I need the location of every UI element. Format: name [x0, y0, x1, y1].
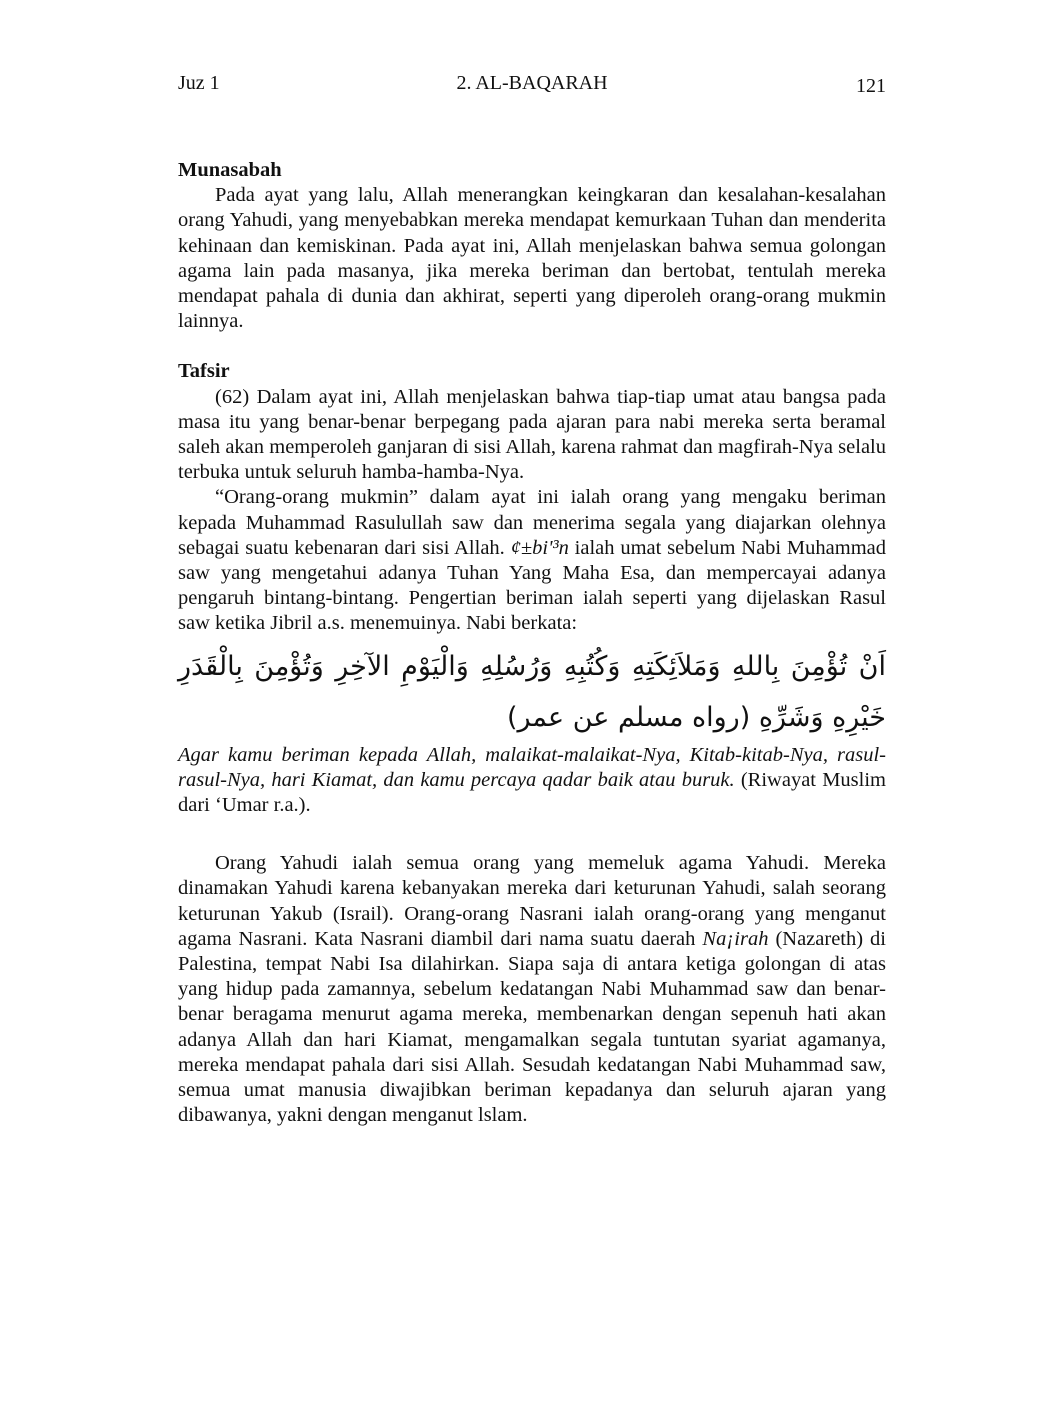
munasabah-section: [178, 158, 886, 334]
paragraph-3-text-b: (Nazareth) di Palestina, tempat Nabi Isa dilahirkan. Siapa saja di antara ketiga golongan di atas yang hidup pada zamannya, sebelum kedatangan Nabi Muhammad saw dan benar-benar beragama menurut agama mereka, membenarkan dengan sepenuh hati akan adanya Allah dan hari Kiamat, mengamalkan segala tuntutan syariat agamanya, mereka mendapat pahala dari sisi Allah. Sesudah kedatangan Nabi Muhammad saw, semua umat manusia diwajibkan beriman kepadanya dan seluruh ajaran yang dibawanya, yakni dengan menganut lslam.: [178, 927, 886, 1127]
hadith-translation: [178, 743, 886, 819]
page-content: [178, 158, 886, 1129]
paragraph-2-text-b: ialah umat sebelum Nabi Muhammad saw yang mengetahui adanya Tuhan Yang Maha Esa, dan mempercayai adanya pengaruh bintang-bintang. Pengertian beriman ialah seperti yang dijelaskan Rasul saw ketika Jibril a.s. menemuinya. Nabi berkata:: [178, 536, 886, 635]
munasabah-paragraph: Pada ayat yang lalu, Allah menerangkan keingkaran dan kesalahan-kesalahan orang Yahudi, yang menyebabkan mereka mendapat kemurkaan Tuhan dan menderita kehinaan dan kemiskinan. Pada ayat ini, Allah menjelaskan bahwa semua golongan agama lain pada masanya, jika mereka beriman dan bertobat, tentulah mereka mendapat pahala di dunia dan akhirat, seperti yang diperoleh orang-orang mukmin lainnya.: [178, 184, 886, 333]
tafsir-paragraph-1: (62) Dalam ayat ini, Allah menjelaskan bahwa tiap-tiap umat atau bangsa pada masa itu yang benar-benar berpegang pada ajaran para nabi mereka serta beramal saleh akan memperoleh ganjaran di sisi Allah, karena rahmat dan magfirah-Nya selalu terbuka untuk seluruh hamba-hamba-Nya.: [178, 385, 886, 484]
tafsir-paragraph-2: [178, 485, 886, 636]
nazareth-term: Na¡irah: [702, 927, 769, 950]
juz-label: Juz 1: [178, 72, 220, 94]
tafsir-section: [178, 359, 886, 1128]
sabiin-term: ¢±bi'³n: [510, 536, 569, 559]
translation-text: Agar kamu beriman kepada Allah, malaikat-malaikat-Nya, Kitab-kitab-Nya, rasul-rasul-Nya, hari Kiamat, dan kamu percaya qadar baik atau buruk.: [178, 743, 886, 791]
paragraph-2-text-a: “Orang-orang mukmin” dalam ayat ini ialah orang yang mengaku beriman kepada Muhammad Rasulullah saw dan menerima segala yang diajarkan olehnya sebagai suatu kebenaran dari sisi Allah.: [178, 486, 886, 559]
hadith-source: (Riwayat Muslim dari ‘Umar r.a.).: [178, 768, 886, 817]
page-number: 121: [856, 75, 886, 97]
hadith-arabic: اَنْ تُؤْمِنَ بِاللهِ وَمَلاَئِكَتِهِ وَكُتُبِهِ وَرُسُلِهِ وَالْيَوْمِ الآخِرِ وَتُؤْمِنَ بِالْقَدَرِ خَيْرِهِ وَشَرِّهِ (رواه مسلم عن عمر): [178, 650, 886, 733]
munasabah-heading: Munasabah: [178, 159, 282, 181]
surah-title: 2. AL-BAQARAH: [456, 72, 608, 94]
paragraph-3-text-a: Orang Yahudi ialah semua orang yang memeluk agama Yahudi. Mereka dinamakan Yahudi karena kebanyakan mereka dari keturunan Yahudi, salah seorang keturunan Yakub (Israil). Orang-orang Nasrani ialah orang-orang yang menganut agama Nasrani. Kata Nasrani diambil dari nama suatu daerah: [178, 852, 886, 950]
page-header: [178, 72, 886, 98]
tafsir-heading: Tafsir: [178, 360, 230, 383]
tafsir-paragraph-3: [178, 851, 886, 1128]
